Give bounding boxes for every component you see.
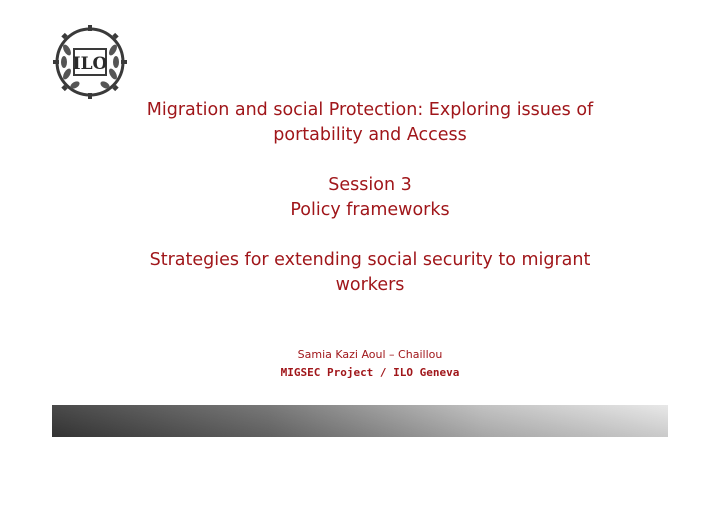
session-number: Session 3 [328,175,412,195]
author-block [160,346,580,382]
session-topic: Policy frameworks [290,200,450,220]
author-name: Samia Kazi Aoul – Chaillou [297,348,443,361]
title-line-1: Migration and social Protection: Exploring issues of [146,100,594,120]
subtitle-line-1: Strategies for extending social security to migrant [149,250,591,270]
ilo-logo-text: ILO [72,54,108,74]
ilo-logo [50,24,130,100]
title-block [60,98,680,298]
title-line-2: portability and Access [273,125,467,145]
subtitle-line-2: workers [335,275,405,295]
ilo-emblem-icon [50,24,130,100]
author-project: MIGSEC Project / ILO Geneva [280,366,460,379]
decorative-gradient-band [52,405,668,437]
